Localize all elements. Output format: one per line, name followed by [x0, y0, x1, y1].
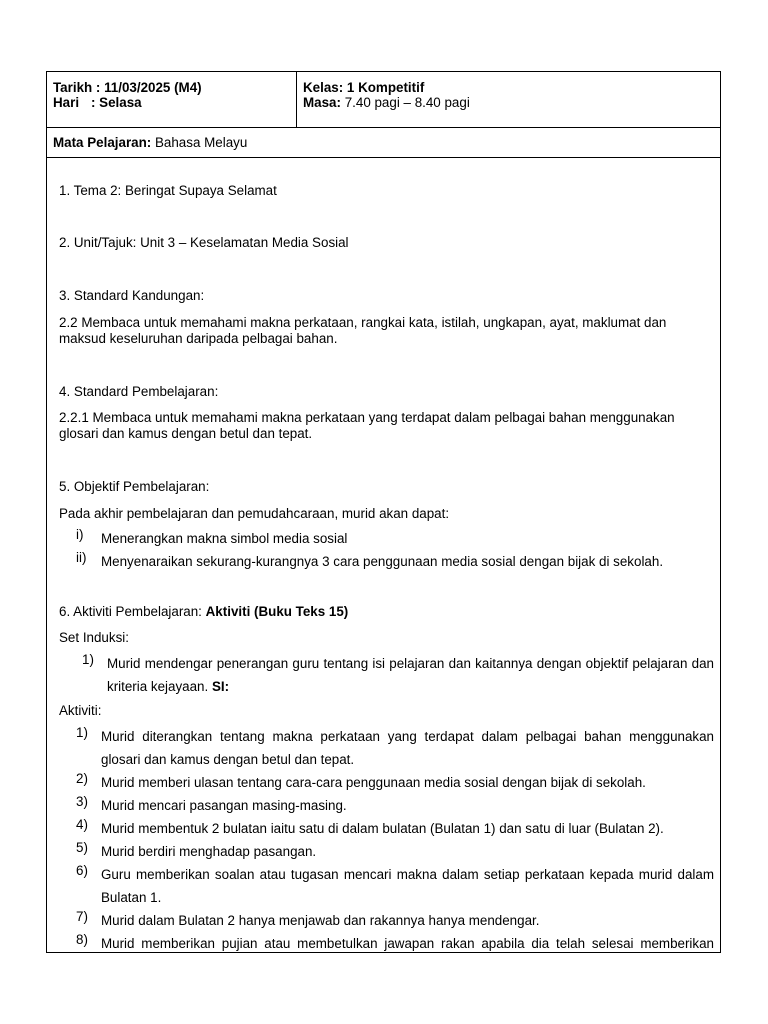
content-standard-text: 2.2 Membaca untuk memahami makna perkataan, rangkai kata, istilah, ungkapan, ayat, maklumat dan maksud keseluruhan daripada pelbagai bahan. — [59, 315, 667, 346]
content-standard-title: 3. Standard Kandungan: — [59, 288, 205, 303]
activity-number: 7) — [76, 909, 88, 924]
unit-line: 2. Unit/Tajuk: Unit 3 – Keselamatan Media Sosial — [59, 235, 349, 250]
objective-item — [76, 550, 714, 573]
activity-list — [76, 725, 714, 953]
activity-item — [76, 794, 714, 817]
theme-line: 1. Tema 2: Beringat Supaya Selamat — [59, 183, 277, 198]
date-label: Tarikh : 11/03/2025 (M4) — [53, 80, 202, 95]
day-key: Hari — [53, 95, 80, 110]
objective-number: ii) — [76, 550, 87, 565]
learning-standard-text: 2.2.1 Membaca untuk memahami makna perkataan yang terdapat dalam pelbagai bahan menggunakan glosari dan kamus dengan betul dan tepat. — [59, 410, 675, 441]
activity-number: 5) — [76, 840, 88, 855]
objective-item — [76, 527, 714, 550]
induction-list — [82, 652, 714, 698]
activities-title — [53, 604, 714, 620]
date-day-cell — [47, 72, 297, 127]
objective-text: Menerangkan makna simbol media sosial — [101, 531, 348, 546]
activity-number: 3) — [76, 794, 88, 809]
activity-item — [76, 771, 714, 794]
activity-item — [76, 932, 714, 953]
subject-row — [47, 128, 720, 158]
activity-text: Murid dalam Bulatan 2 hanya menjawab dan rakannya hanya mendengar. — [101, 913, 540, 928]
learning-standard-title: 4. Standard Pembelajaran: — [59, 384, 219, 399]
header-row — [47, 72, 720, 128]
activity-item — [76, 909, 714, 932]
activity-text: Murid berdiri menghadap pasangan. — [101, 844, 317, 859]
activity-item — [76, 863, 714, 909]
time-value: 7.40 pagi – 8.40 pagi — [344, 95, 470, 110]
induction-label: Set Induksi: — [59, 630, 129, 645]
subject-key: Mata Pelajaran: — [53, 135, 152, 150]
activity-number: 8) — [76, 932, 88, 947]
activity-text: Murid membentuk 2 bulatan iaitu satu di dalam bulatan (Bulatan 1) dan satu di luar (Bulatan 2). — [101, 821, 664, 836]
induction-item — [82, 652, 714, 698]
class-label: Kelas: 1 Kompetitif — [303, 80, 425, 95]
activity-text: Murid memberikan pujian atau membetulkan jawapan rakan apabila dia telah selesai memberikan — [101, 936, 714, 951]
activity-number: 2) — [76, 771, 88, 786]
activity-text: Guru memberikan soalan atau tugasan mencari makna dalam setiap perkataan kepada murid dalam Bulatan 1. — [101, 867, 714, 905]
activities-title-prefix: 6. Aktiviti Pembelajaran: — [59, 604, 202, 619]
induction-text — [107, 652, 714, 698]
time-line — [303, 95, 714, 110]
objectives-title: 5. Objektif Pembelajaran: — [59, 479, 210, 494]
time-key: Masa: — [303, 95, 341, 110]
objective-text: Menyenaraikan sekurang-kurangnya 3 cara penggunaan media sosial dengan bijak di sekolah. — [101, 554, 664, 569]
activity-number: 1) — [76, 725, 88, 740]
induction-number: 1) — [82, 652, 94, 667]
objective-number: i) — [76, 527, 84, 542]
activity-text: Murid mencari pasangan masing-masing. — [101, 798, 347, 813]
activity-number: 6) — [76, 863, 88, 878]
activity-text: Murid diterangkan tentang makna perkataan yang terdapat dalam pelbagai bahan menggunakan glosari dan kamus dengan betul dan tepat. — [101, 729, 714, 767]
activity-item — [76, 840, 714, 863]
activity-item — [76, 725, 714, 771]
day-line — [53, 95, 290, 110]
activities-title-bold: Aktiviti (Buku Teks 15) — [205, 604, 349, 619]
induction-body: Murid mendengar penerangan guru tentang isi pelajaran dan kaitannya dengan objektif pelajaran dan kriteria kejayaan. — [107, 656, 714, 694]
lesson-plan-table — [46, 71, 721, 953]
activity-label: Aktiviti: — [59, 703, 102, 718]
subject-value: Bahasa Melayu — [154, 135, 248, 150]
induction-tail: SI: — [211, 679, 230, 694]
class-time-cell — [297, 72, 720, 127]
activity-item — [76, 817, 714, 840]
day-value: : Selasa — [91, 95, 142, 110]
objectives-list — [76, 527, 714, 573]
objectives-intro: Pada akhir pembelajaran dan pemudahcaraan, murid akan dapat: — [59, 506, 450, 521]
activity-number: 4) — [76, 817, 88, 832]
activity-text: Murid memberi ulasan tentang cara-cara penggunaan media sosial dengan bijak di sekolah. — [101, 775, 646, 790]
